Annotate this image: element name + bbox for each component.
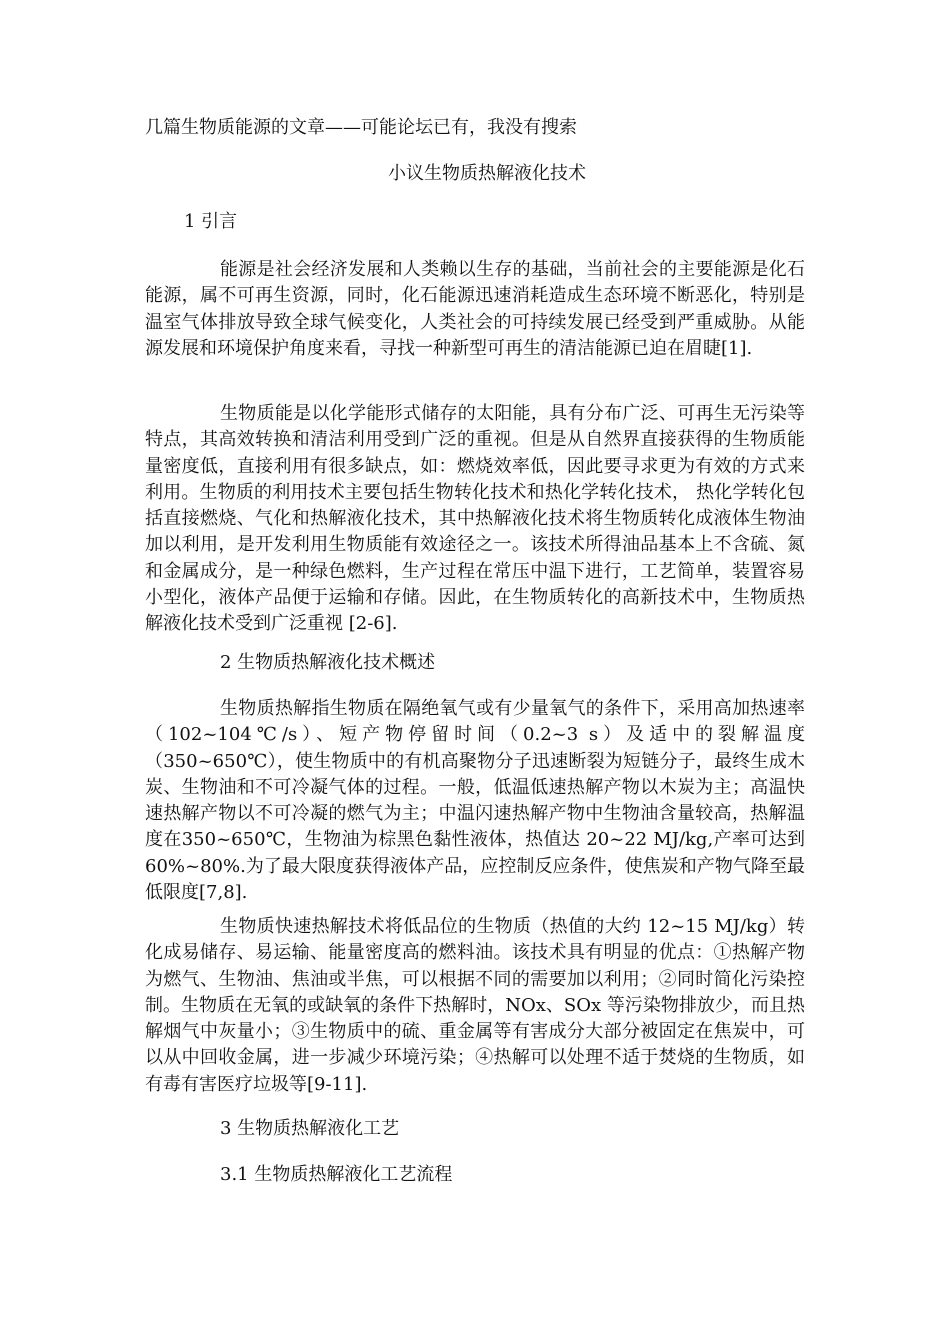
- paragraph-3: 生物质热解指生物质在隔绝氧气或有少量氧气的条件下，采用高加热速率（102~104℃/s）、短产物停留时间（0.2~3 s）及适中的裂解温度（350~650℃），使生物质中的有机高聚物分子迅速断裂为短链分子，最终生成木炭、生物油和不可冷凝气体的过程。一般，低温低速热解产物以木炭为主；高温快速热解产物以不可冷凝的燃气为主；中温闪速热解产物中生物油含量较高，热解温度在350~650℃，生物油为棕黑色黏性液体，热值达 20~22 MJ/kg,产率可达到60%~80%.为了最大限度获得液体产品，应控制反应条件，使焦炭和产物气降至最低限度[7,8].: [145, 698, 805, 904]
- paragraph-4: 生物质快速热解技术将低品位的生物质（热值的大约 12~15 MJ/kg）转化成易储存、易运输、能量密度高的燃料油。该技术具有明显的优点：①热解产物为燃气、生物油、焦油或半焦，可以根据不同的需要加以利用；②同时简化污染控制。生物质在无氧的或缺氧的条件下热解时，NOx、SOx 等污染物排放少，而且热解烟气中灰量小；③生物质中的硫、重金属等有害成分大部分被固定在焦炭中，可以从中回收金属，进一步减少环境污染；④热解可以处理不适于焚烧的生物质，如有毒有害医疗垃圾等[9-11].: [145, 916, 805, 1095]
- section-heading-1: 1 引言: [184, 211, 238, 232]
- section-heading-2: 2 生物质热解液化技术概述: [220, 652, 436, 673]
- intro-line: 几篇生物质能源的文章——可能论坛已有，我没有搜索: [145, 117, 577, 138]
- paragraph-1: 能源是社会经济发展和人类赖以生存的基础，当前社会的主要能源是化石能源，属不可再生资源，同时，化石能源迅速消耗造成生态环境不断恶化，特别是温室气体排放导致全球气候变化，人类社会的可持续发展已经受到严重威胁。从能源发展和环境保护角度来看，寻找一种新型可再生的清洁能源已迫在眉睫[1].: [145, 259, 805, 359]
- article-title: 小议生物质热解液化技术: [388, 163, 586, 184]
- section-heading-3: 3 生物质热解液化工艺: [220, 1118, 400, 1139]
- paragraph-2: 生物质能是以化学能形式储存的太阳能，具有分布广泛、可再生无污染等特点，其高效转换和清洁利用受到广泛的重视。但是从自然界直接获得的生物质能量密度低，直接利用有很多缺点，如：燃烧效率低，因此要寻求更为有效的方式来利用。生物质的利用技术主要包括生物转化技术和热化学转化技术， 热化学转化包括直接燃烧、气化和热解液化技术，其中热解液化技术将生物质转化成液体生物油加以利用，是开发利用生物质能有效途径之一。该技术所得油品基本上不含硫、氮和金属成分，是一种绿色燃料，生产过程在常压中温下进行，工艺简单，装置容易小型化，液体产品便于运输和存储。因此，在生物质转化的高新技术中，生物质热解液化技术受到广泛重视 [2-6].: [145, 403, 805, 635]
- subsection-heading-3-1: 3.1 生物质热解液化工艺流程: [220, 1164, 453, 1185]
